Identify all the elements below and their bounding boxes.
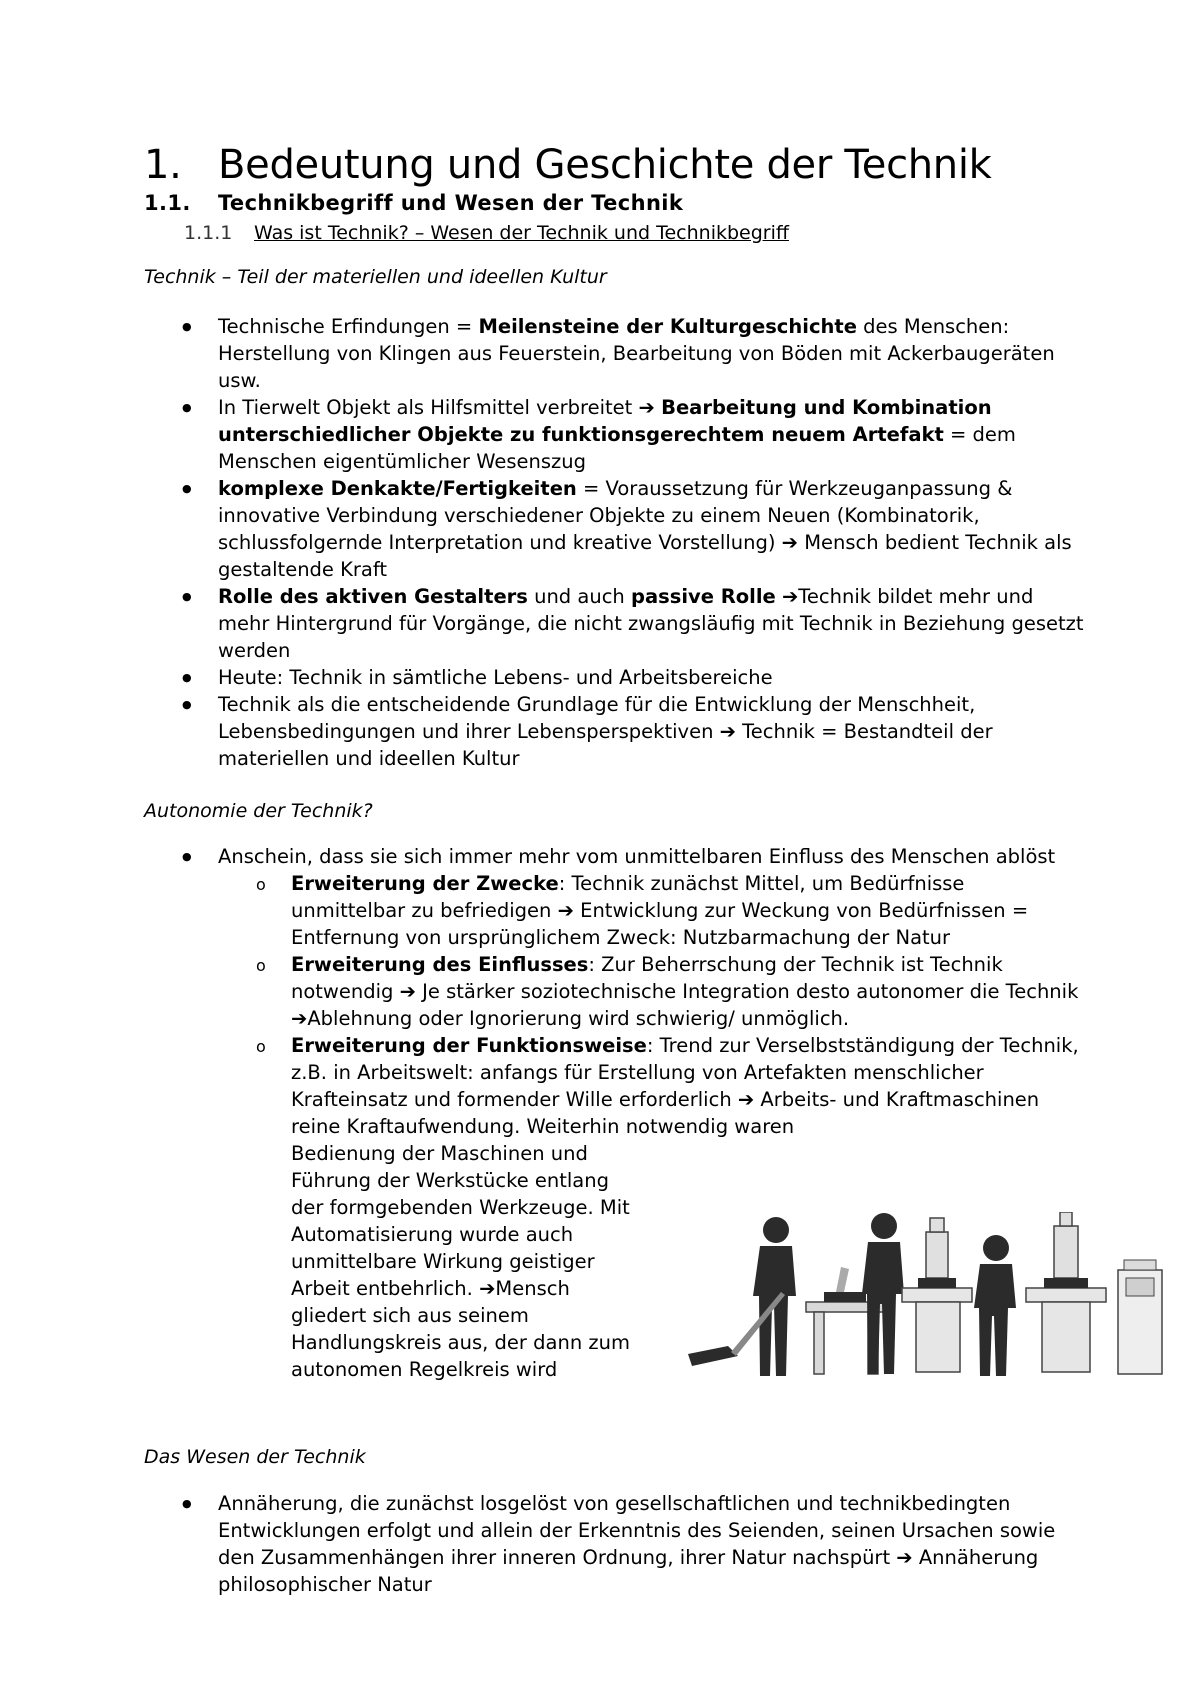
list-item: ● komplexe Denkakte/Fertigkeiten = Voraussetzung für Werkzeuganpassung & innovative Verbindung verschiedener Objekte zu einem Neuen (Kombinatorik, schlussfolgernde Interpretation und kreative Vorstellung) ➔ Mensch bedient Technik als gestaltende Kraft (144, 475, 1084, 583)
arrow-icon: ➔ (896, 1546, 913, 1569)
control-cabinet-icon (1118, 1260, 1162, 1374)
sub-list-item: o Erweiterung der Zwecke: Technik zunächst Mittel, um Bedürfnisse unmittelbar zu befriedigen ➔ Entwicklung zur Weckung von Bedürfnissen = Entfernung von ursprünglichem Zweck: Nutzbarmachung der Natur (218, 870, 1084, 951)
heading-1: 1. Bedeutung und Geschichte der Technik (144, 142, 992, 188)
list-item: ● Heute: Technik in sämtliche Lebens- und Arbeitsbereiche (144, 664, 1084, 691)
list-item: ● Anschein, dass sie sich immer mehr vom unmittelbaren Einfluss des Menschen ablöst o Erweiterung der Zwecke: Technik zunächst Mittel, um Bedürfnisse unmittelbar zu befriedigen ➔ Entwicklung zur Weckung von Bedürfnissen = Entfernung von ursprünglichem Zweck: Nutzbarmachung der Natur o Erweiterung des Einflusses: Zur Beherrschung der Technik ist Technik notwendig ➔ Je stärker soziotechnische Integration desto autonomer die Technik ➔Ablehnung oder Ignorierung wird schwierig/ unmöglich. o Erweiterung der Funktionsweise: Trend zur Verselbstständigung der Technik, z.B. in Arbeitswelt: anfangs für Erstellung von Artefakten menschlicher Krafteinsatz und formender Wille erforderlich ➔ Arbeits- und Kraftmaschinen reine Kraftaufwendung. Weiterhin notwendig waren Bedienung der Maschinen und Führung der Werkstücke entlang der formgebenden Werkzeuge. Mit Automatisierung wurde auch unmittelbare Wirkung geistiger Arbeit entbehrlich. ➔Mensch gliedert sich aus seinem Handlungskreis aus, der dann zum autonomen Regelkreis wird (144, 843, 1084, 1383)
heading-3: 1.1.1 Was ist Technik? – Wesen der Technik und Technikbegriff (184, 222, 789, 244)
arrow-icon: ➔ (291, 1007, 308, 1030)
section-title-autonomie: Autonomie der Technik? (144, 800, 373, 822)
arrow-icon: ➔ (719, 720, 736, 743)
arrow-icon: ➔ (557, 899, 574, 922)
bullet-list-kultur (144, 313, 1084, 772)
person-icon (974, 1235, 1016, 1376)
machine-icon (902, 1218, 972, 1372)
person-icon (753, 1217, 796, 1376)
section-title-kultur: Technik – Teil der materiellen und ideellen Kultur (144, 266, 607, 288)
heading-2: 1.1. Technikbegriff und Wesen der Technik (144, 191, 684, 215)
arrow-icon: ➔ (638, 396, 655, 419)
person-icon (862, 1213, 904, 1374)
sub-list-item: o Erweiterung der Funktionsweise: Trend zur Verselbstständigung der Technik, z.B. in Arbeitswelt: anfangs für Erstellung von Artefakten menschlicher Krafteinsatz und formender Wille erforderlich ➔ Arbeits- und Kraftmaschinen reine Kraftaufwendung. Weiterhin notwendig waren Bedienung der Maschinen und Führung der Werkstücke entlang der formgebenden Werkzeuge. Mit Automatisierung wurde auch unmittelbare Wirkung geistiger Arbeit entbehrlich. ➔Mensch gliedert sich aus seinem Handlungskreis aus, der dann zum autonomen Regelkreis wird (218, 1032, 1084, 1383)
sub-list-item: o Erweiterung des Einflusses: Zur Beherrschung der Technik ist Technik notwendig ➔ Je stärker soziotechnische Integration desto autonomer die Technik ➔Ablehnung oder Ignorierung wird schwierig/ unmöglich. (218, 951, 1084, 1032)
arrow-icon: ➔ (781, 531, 798, 554)
machine-icon (1026, 1212, 1106, 1372)
arrow-icon: ➔ (737, 1088, 755, 1111)
list-item: ● Technik als die entscheidende Grundlage für die Entwicklung der Menschheit, Lebensbedingungen und ihrer Lebensperspektiven ➔ Technik = Bestandteil der materiellen und ideellen Kultur (144, 691, 1084, 772)
list-item: ● Annäherung, die zunächst losgelöst von gesellschaftlichen und technikbedingten Entwicklungen erfolgt und allein der Erkenntnis des Seienden, seinen Ursachen sowie den Zusammenhängen ihrer inneren Ordnung, ihrer Natur nachspürt ➔ Annäherung philosophischer Natur (144, 1490, 1084, 1598)
bullet-list-wesen (144, 1490, 1084, 1598)
arrow-icon: ➔ (781, 585, 799, 608)
arrow-icon: ➔ (479, 1277, 496, 1300)
wrapped-text-column: Bedienung der Maschinen und Führung der Werkstücke entlang der formgebenden Werkzeuge. Mit Automatisierung wurde auch unmittelbare Wirkung geistiger Arbeit entbehrlich. ➔Mensch gliedert sich aus seinem Handlungskreis aus, der dann zum autonomen Regelkreis wird (291, 1142, 630, 1381)
list-item: ● In Tierwelt Objekt als Hilfsmittel verbreitet ➔ Bearbeitung und Kombination unterschiedlicher Objekte zu funktionsgerechtem neuem Artefakt = dem Menschen eigentümlicher Wesenszug (144, 394, 1084, 475)
list-item: ● Rolle des aktiven Gestalters und auch passive Rolle ➔Technik bildet mehr und mehr Hintergrund für Vorgänge, die nicht zwangsläufig mit Technik in Beziehung gesetzt werden (144, 583, 1084, 664)
automation-illustration (686, 1212, 1176, 1382)
arrow-icon: ➔ (399, 980, 416, 1003)
list-item: ● Technische Erfindungen = Meilensteine der Kulturgeschichte des Menschen: Herstellung von Klingen aus Feuerstein, Bearbeitung von Böden mit Ackerbaugeräten usw. (144, 313, 1084, 394)
section-title-wesen: Das Wesen der Technik (144, 1446, 366, 1468)
